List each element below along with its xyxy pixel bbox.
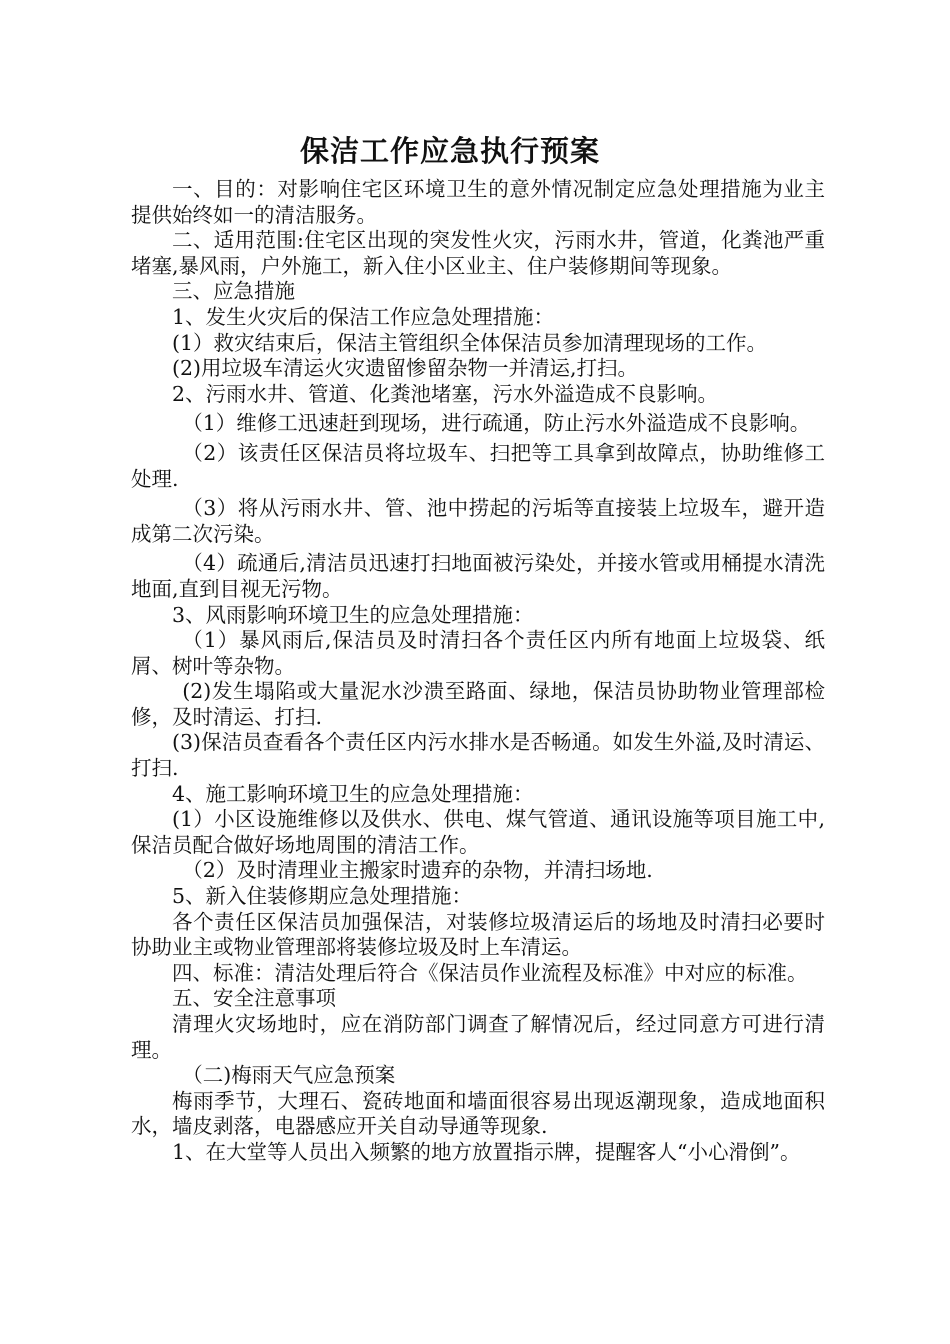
paragraph-blockage-2: （2）该责任区保洁员将垃圾车、扫把等工具拿到故障点，协助维修工处理. (131, 440, 825, 491)
paragraph-storm-3: (3)保洁员查看各个责任区内污水排水是否畅通。如发生外溢,及时清运、打扫. (131, 730, 825, 781)
document-title: 保洁工作应急执行预案 (299, 134, 600, 168)
paragraph-blockage-1: （1）维修工迅速赶到现场，进行疏通，防止污水外溢造成不良影响。 (182, 411, 811, 436)
paragraph-fire-1: (1）救灾结束后，保洁主管组织全体保洁员参加清理现场的工作。 (172, 330, 768, 355)
paragraph-fire-2: (2)用垃圾车清运火灾遗留惨留杂物一并清运,打扫。 (172, 356, 639, 381)
paragraph-construction-2: （2）及时清理业主搬家时遗弃的杂物，并清扫场地. (182, 858, 653, 883)
paragraph-renovation-heading: 5、新入住装修期应急处理措施： (172, 884, 473, 909)
paragraph-rainy-intro: 梅雨季节，大理石、瓷砖地面和墙面很容易出现返潮现象，造成地面积水，墙皮剥落，电器感应开关自动导通等现象. (131, 1088, 825, 1139)
paragraph-storm-2: (2)发生塌陷或大量泥水沙溃至路面、绿地，保洁员协助物业管理部检修，及时清运、打扫. (131, 679, 825, 729)
paragraph-measures-heading: 三、应急措施 (172, 279, 295, 304)
paragraph-construction-heading: 4、施工影响环境卫生的应急处理措施： (172, 781, 534, 806)
paragraph-construction-1: (1）小区设施维修以及供水、供电、煤气管道、通讯设施等项目施工中,保洁员配合做好场地周围的清洁工作。 (131, 807, 825, 857)
paragraph-storm-heading: 3、风雨影响环境卫生的应急处理措施： (172, 602, 534, 627)
paragraph-scope: 二、适用范围:住宅区出现的突发性火灾，污雨水井，管道，化粪池严重堵塞,暴风雨，户外施工，新入住小区业主、住户装修期间等现象。 (131, 228, 825, 278)
paragraph-renovation-1: 各个责任区保洁员加强保洁，对装修垃圾清运后的场地及时清扫必要时协助业主或物业管理部将装修垃圾及时上车清运。 (131, 909, 825, 960)
paragraph-purpose: 一、目的：对影响住宅区环境卫生的意外情况制定应急处理措施为业主提供始终如一的清洁服务。 (131, 177, 825, 227)
paragraph-blockage-3: （3）将从污雨水井、管、池中捞起的污垢等直接装上垃圾车，避开造成第二次污染。 (131, 496, 825, 546)
paragraph-fire-heading: 1、发生火灾后的保洁工作应急处理措施： (172, 304, 555, 329)
paragraph-storm-1: （1）暴风雨后,保洁员及时清扫各个责任区内所有地面上垃圾袋、纸屑、树叶等杂物。 (131, 628, 825, 678)
paragraph-rainy-1: 1、在大堂等人员出入频繁的地方放置指示牌，提醒客人“小心滑倒”。 (172, 1139, 801, 1164)
paragraph-blockage-4: （4）疏通后,清洁员迅速打扫地面被污染处，并接水管或用桶提水清洗地面,直到目视无污物。 (131, 551, 825, 601)
paragraph-blockage-heading: 2、污雨水井、管道、化粪池堵塞，污水外溢造成不良影响。 (172, 381, 719, 406)
document-body (131, 177, 825, 1166)
paragraph-safety-heading: 五、安全注意事项 (172, 986, 336, 1011)
paragraph-safety-1: 清理火灾场地时，应在消防部门调查了解情况后，经过同意方可进行清理。 (131, 1012, 825, 1062)
paragraph-rainy-heading: （二)梅雨天气应急预案 (182, 1063, 396, 1088)
paragraph-standard: 四、标准：清洁处理后符合《保洁员作业流程及标准》中对应的标准。 (172, 960, 808, 985)
